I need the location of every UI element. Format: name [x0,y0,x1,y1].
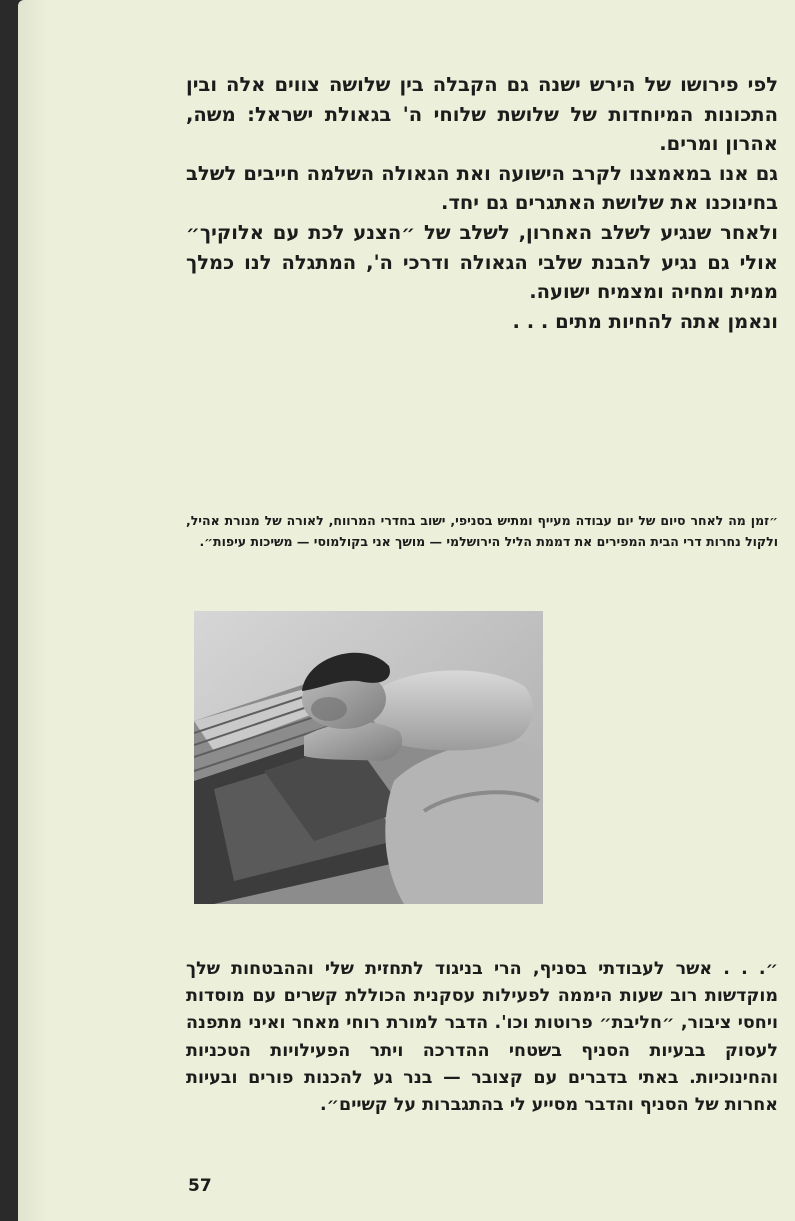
letter-quote: ״. . . אשר לעבודתי בסניף, הרי בניגוד לתחזית שלי וההבטחות שלך מוקדשות רוב שעות היממה לפעילות עסקנית הכוללת קשרים עם מוסדות ויחסי ציבור, ״חליבת״ פרוטות וכו'. הדבר למורת רוחי מאחר ואיני מתפנה לעסוק בבעיות הסניף בשטחי ההדרכה ויתר הפעילויות הטכניות והחינוכיות. באתי בדברים עם קצובר — בנר גע להכנות פורים ובעיות אחרות של הסניף והדבר מסייע לי בהתגברות על קשיים״. [186,959,778,1116]
paragraph-3: ולאחר שנגיע לשלב האחרון, לשלב של ״הצנע לכת עם אלוקיך״ אולי גם נגיע להבנת שלבי הגאולה ודרכי ה', המתגלה לנו כמלך ממית ומחיה ומצמיח ישועה. [186,220,778,304]
page-number: 57 [188,1176,212,1196]
photo-caption: ״זמן מה לאחר סיום של יום עבודה מעייף ומתיש בסניפי, ישוב בחדרי המרווח, לאורה של מנורת אהיל, ולקול נחרות דרי הבית המפירים את דממת הליל הירושלמי — מושך אני בקולמוסי — משיכות עיפות״. [186,513,778,549]
photo-sleeping-man [194,611,543,904]
paragraph-4: ונאמן אתה להחיות מתים . . . [512,309,778,333]
book-page [18,0,795,1221]
paragraph-2: גם אנו במאמצנו לקרב הישועה ואת הגאולה השלמה חייבים לשלב בחינוכנו את שלושת האתגרים גם יחד. [186,161,778,215]
paragraph-1: לפי פירושו של הירש ישנה גם הקבלה בין שלושה צווים אלה ובין התכונות המיוחדות של שלושת שלוחי ה' בגאולת ישראל: משה, אהרון ומרים. [186,73,778,156]
body-text [186,70,778,336]
